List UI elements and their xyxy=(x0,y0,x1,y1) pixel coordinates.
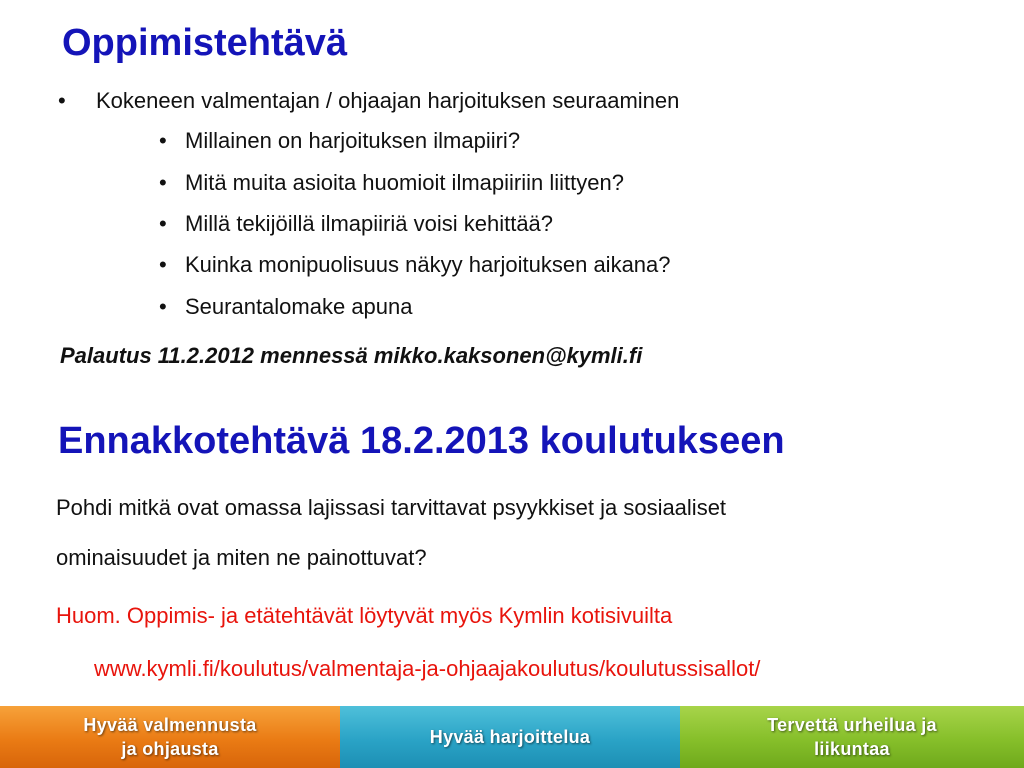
oppimistehtava-title: Oppimistehtävä xyxy=(62,22,348,64)
ennakkotehtava-title: Ennakkotehtävä 18.2.2013 koulutukseen xyxy=(58,420,785,462)
main-bullet: • Kokeneen valmentajan / ohjaajan harjoituksen seuraaminen xyxy=(96,88,679,114)
note-text: Huom. Oppimis- ja etätehtävät löytyvät myös Kymlin kotisivuilta xyxy=(56,603,673,628)
footer-banner-line: Hyvää harjoittelua xyxy=(429,727,591,747)
footer-banner-line: Tervettä urheilua ja xyxy=(767,715,937,735)
footer-banner-urheilu xyxy=(680,706,1024,768)
task-text-line-2: ominaisuudet ja miten ne painottuvat? xyxy=(56,545,427,570)
task-text-line-1: Pohdi mitkä ovat omassa lajissasi tarvittavat psyykkiset ja sosiaaliset xyxy=(56,495,727,520)
footer-banner-line: liikuntaa xyxy=(814,739,890,759)
sub-bullet-2: • Mitä muita asioita huomioit ilmapiiriin liittyen? xyxy=(185,170,624,196)
sub-bullet-1: • Millainen on harjoituksen ilmapiiri? xyxy=(185,128,520,154)
footer-banner-line: Hyvää valmennusta xyxy=(83,715,257,735)
kymli-link[interactable]: www.kymli.fi/koulutus/valmentaja-ja-ohjaajakoulutus/koulutussisallot/ xyxy=(94,656,761,681)
footer-banner-line: ja ohjausta xyxy=(121,739,219,759)
sub-bullet-4: • Kuinka monipuolisuus näkyy harjoituksen aikana? xyxy=(185,252,671,278)
sub-bullet-3: • Millä tekijöillä ilmapiiriä voisi kehittää? xyxy=(185,211,553,237)
sub-bullet-5: • Seurantalomake apuna xyxy=(185,294,413,320)
deadline-text: Palautus 11.2.2012 mennessä mikko.kaksonen@kymli.fi xyxy=(60,343,643,368)
footer-banner-valmennus xyxy=(0,706,340,768)
footer-banner-harjoittelu xyxy=(340,706,680,768)
